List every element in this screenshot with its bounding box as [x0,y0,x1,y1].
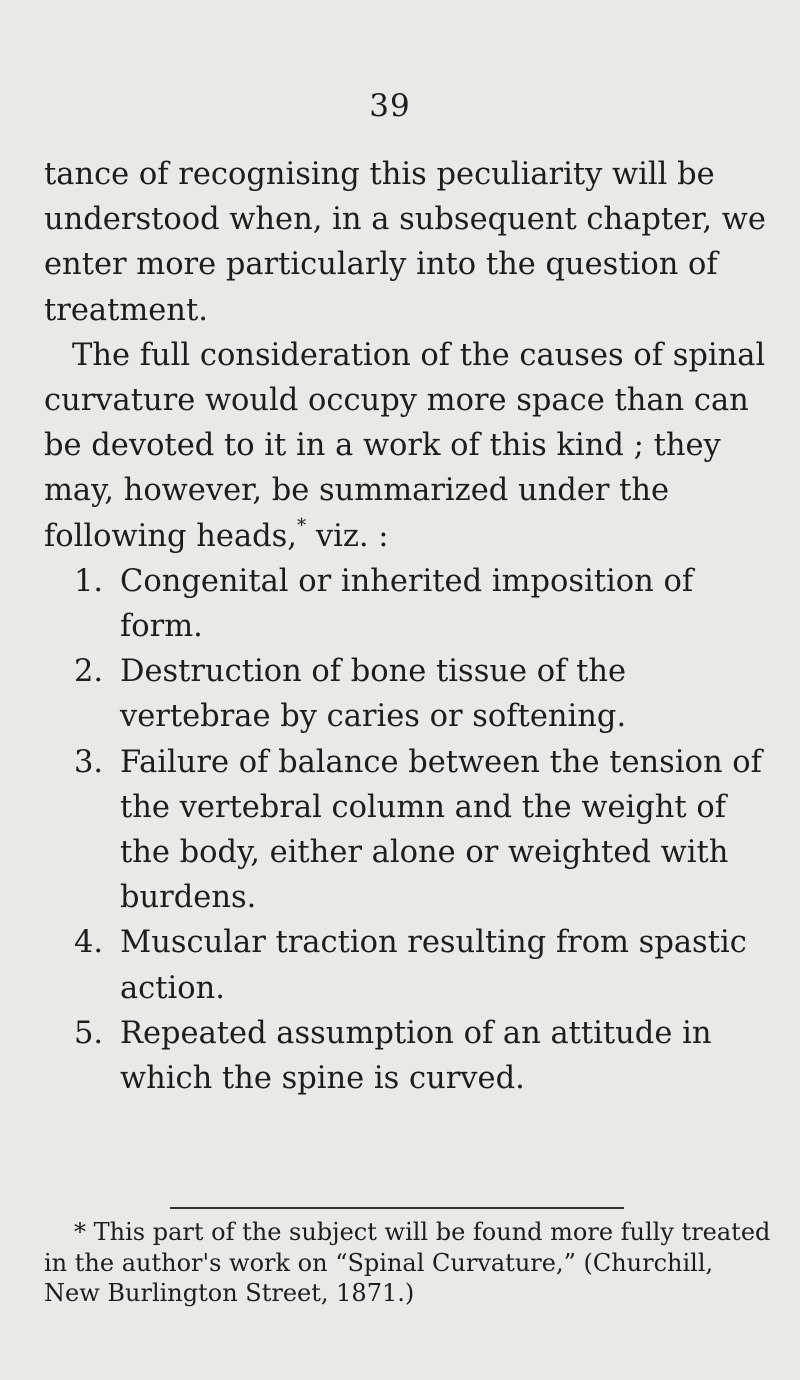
list-item [44,920,774,1010]
list-item [44,649,774,739]
list-item-number: 5. [74,1015,104,1051]
list-item-text: Muscular traction resulting from spastic action. [120,925,747,1006]
paragraph-causes-tail: viz. : [306,518,389,554]
list-item-number: 3. [74,744,104,780]
list-item-number: 2. [74,654,104,690]
paragraph-causes-text: The full consideration of the causes of spinal curvature would occupy more space than can be devoted to it in a work of this kind ; they may, however, be summarized under the following heads, [44,337,766,554]
page-number: 39 [369,88,411,124]
list-item [44,1011,774,1101]
list-item-text: Failure of balance between the tension of the vertebral column and the weight of the body, either alone or weighted with burdens. [120,744,762,916]
paragraph-causes [44,333,774,559]
paragraph-continuation: tance of recognising this peculiarity will be understood when, in a subsequent chapter, we enter more particularly into the question of treatment. [44,157,766,328]
list-item-number: 1. [74,563,104,599]
list-item [44,559,774,649]
causes-list [44,559,774,1101]
list-item-number: 4. [74,925,104,961]
footnote-text: * This part of the subject will be found more fully treated in the author's work on “Spinal Curvature,” (Churchill, New Burlington Street, 1871.) [44,1218,771,1307]
body-text [44,152,774,1101]
footnote-marker: * [297,515,307,536]
list-item-text: Destruction of bone tissue of the vertebrae by caries or softening. [120,654,627,735]
footnote [44,1217,774,1309]
list-item-text: Congenital or inherited imposition of form. [120,563,694,645]
footnote-divider [170,1207,624,1209]
list-item-text: Repeated assumption of an attitude in which the spine is curved. [120,1015,712,1097]
list-item [44,740,774,921]
